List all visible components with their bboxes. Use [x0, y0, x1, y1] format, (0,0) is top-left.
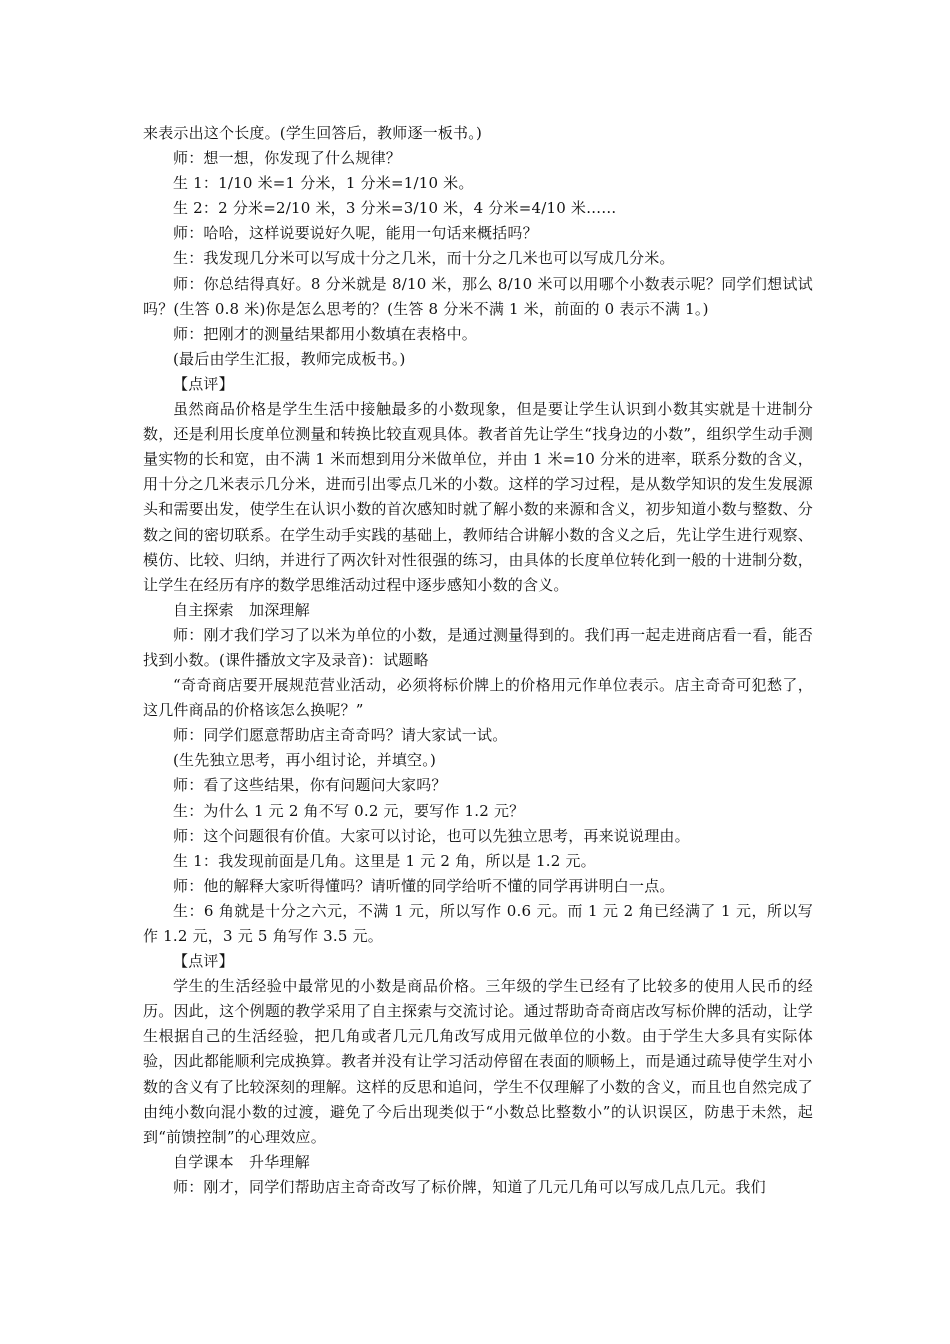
paragraph: 生 1：1/10 米=1 分米，1 分米=1/10 米。	[173, 174, 474, 193]
paragraph: 师：刚才，同学们帮助店主奇奇改写了标价牌，知道了几元几角可以写成几点几元。我们	[173, 1177, 766, 1196]
document-body	[143, 121, 813, 1200]
paragraph: 师：刚才我们学习了以米为单位的小数，是通过测量得到的。我们再一起走进商店看一看，能否找到小数。(课件播放文字及录音)：试题略	[143, 625, 813, 669]
paragraph: 来表示出这个长度。(学生回答后，教师逐一板书。)	[143, 124, 483, 142]
section-heading: 自学课本 升华理解	[173, 1152, 310, 1171]
paragraph: (生先独立思考，再小组讨论，并填空。)	[173, 751, 437, 770]
paragraph: “奇奇商店要开展规范营业活动，必须将标价牌上的价格用元作单位表示。店主奇奇可犯愁了，这几件商品的价格该怎么换呢？”	[143, 676, 813, 720]
paragraph: 师：同学们愿意帮助店主奇奇吗？请大家试一试。	[173, 726, 508, 745]
paragraph: 师：想一想，你发现了什么规律？	[173, 149, 402, 168]
paragraph: 生：我发现几分米可以写成十分之几米，而十分之几米也可以写成几分米。	[173, 249, 675, 268]
paragraph: 生 2：2 分米=2/10 米，3 分米=3/10 米，4 分米=4/10 米……	[173, 199, 617, 218]
paragraph: 生：为什么 1 元 2 角不写 0.2 元，要写作 1.2 元？	[173, 801, 525, 820]
paragraph: 学生的生活经验中最常见的小数是商品价格。三年级的学生已经有了比较多的使用人民币的经历。因此，这个例题的教学采用了自主探索与交流讨论。通过帮助奇奇商店改写标价牌的活动，让学生根据自己的生活经验，把几角或者几元几角改写成用元做单位的小数。由于学生大多具有实际体验，因此都能顺利完成换算。教者并没有让学习活动停留在表面的顺畅上，而是通过疏导使学生对小数的含义有了比较深刻的理解。这样的反思和追问，学生不仅理解了小数的含义，而且也自然完成了由纯小数向混小数的过渡，避免了今后出现类似于“小数总比整数小”的认识误区，防患于未然，起到“前馈控制”的心理效应。	[143, 977, 813, 1146]
paragraph: (最后由学生汇报，教师完成板书。)	[173, 349, 406, 368]
paragraph: 师：看了这些结果，你有问题问大家吗？	[173, 776, 447, 795]
section-heading: 【点评】	[173, 952, 234, 971]
section-heading: 【点评】	[173, 374, 234, 393]
paragraph: 师：把刚才的测量结果都用小数填在表格中。	[173, 324, 478, 343]
paragraph: 生：6 角就是十分之六元，不满 1 元，所以写作 0.6 元。而 1 元 2 角已经满了 1 元，所以写作 1.2 元，3 元 5 角写作 3.5 元。	[143, 901, 813, 945]
paragraph: 师：哈哈，这样说要说好久呢，能用一句话来概括吗？	[173, 224, 538, 243]
paragraph: 师：他的解释大家听得懂吗？请听懂的同学给听不懂的同学再讲明白一点。	[173, 876, 675, 895]
section-heading: 自主探索 加深理解	[173, 600, 310, 619]
paragraph: 虽然商品价格是学生生活中接触最多的小数现象，但是要让学生认识到小数其实就是十进制分数，还是利用长度单位测量和转换比较直观具体。教者首先让学生“找身边的小数”，组织学生动手测量实物的长和宽，由不满 1 米而想到用分米做单位，并由 1 米=10 分米的进率，联系分数的含义，用十分之几米表示几分米，进而引出零点几米的小数。这样的学习过程，是从数学知识的发生发展源头和需要出发，使学生在认识小数的首次感知时就了解小数的来源和含义，初步知道小数与整数、分数之间的密切联系。在学生动手实践的基础上，教师结合讲解小数的含义之后，先让学生进行观察、模仿、比较、归纳，并进行了两次针对性很强的练习，由具体的长度单位转化到一般的十进制分数，让学生在经历有序的数学思维活动过程中逐步感知小数的含义。	[143, 400, 813, 594]
paragraph: 生 1：我发现前面是几角。这里是 1 元 2 角，所以是 1.2 元。	[173, 851, 596, 870]
paragraph: 师：你总结得真好。8 分米就是 8/10 米，那么 8/10 米可以用哪个小数表示呢？同学们想试试吗？(生答 0.8 米)你是怎么思考的？(生答 8 分米不满 1 米，前面的 0 表示不满 1。)	[143, 274, 813, 318]
paragraph: 师：这个问题很有价值。大家可以讨论，也可以先独立思考，再来说说理由。	[173, 826, 690, 845]
